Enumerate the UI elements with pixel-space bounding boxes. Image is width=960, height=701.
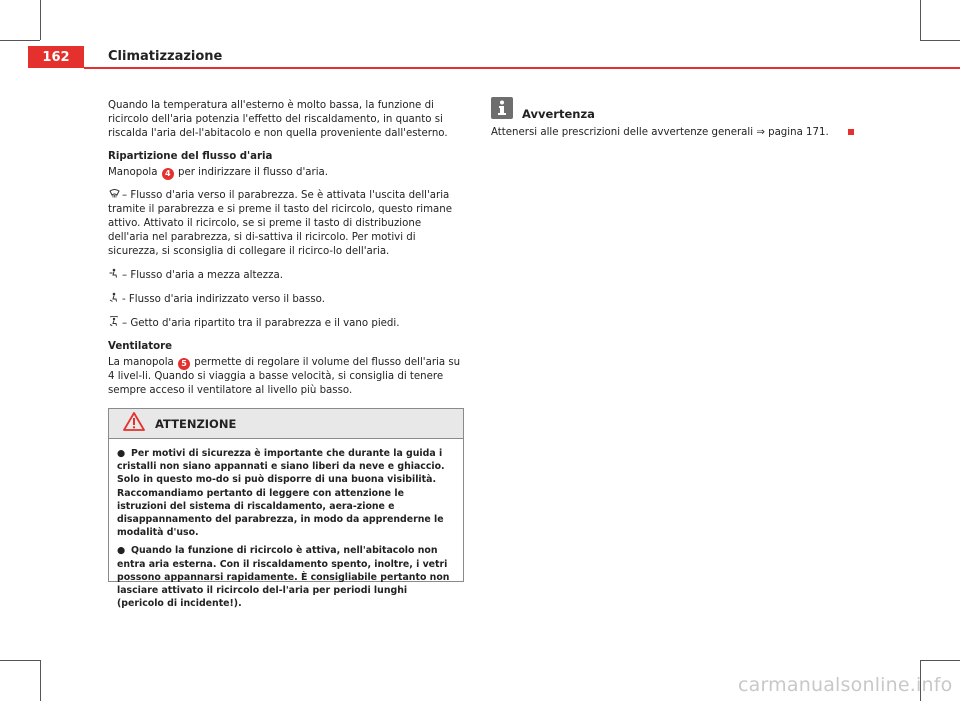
footwell-airflow-icon <box>108 292 120 307</box>
page-title: Climatizzazione <box>108 49 223 64</box>
header-divider <box>84 67 960 69</box>
crop-mark <box>0 40 40 41</box>
knob4-after: per indirizzare il flusso d'aria. <box>178 167 329 178</box>
crop-mark <box>920 660 960 661</box>
split-text: – Getto d'aria ripartito tra il parabrezza e il vano piedi. <box>122 318 400 329</box>
intro-paragraph: Quando la temperatura all'esterno è molto bassa, la funzione di ricircolo dell'aria potenzia l'effetto del riscaldamento, in quanto si riscalda l'aria del-l'abitacolo e non quella proveniente dall'esterno. <box>108 100 448 139</box>
crop-mark <box>40 0 41 40</box>
info-note-icon <box>491 97 513 119</box>
crop-mark <box>920 40 960 41</box>
knob-4-badge: 4 <box>162 168 174 180</box>
warning-item <box>117 447 455 539</box>
mid-text: – Flusso d'aria a mezza altezza. <box>122 270 283 281</box>
distribution-heading: Ripartizione del flusso d'aria <box>108 151 273 162</box>
split-paragraph <box>108 316 464 331</box>
warning-bullet: ● <box>117 448 126 459</box>
warning-box <box>108 408 464 610</box>
warning-bullet: ● <box>117 545 126 557</box>
crop-mark <box>0 660 40 661</box>
warning-title: ATTENZIONE <box>155 416 237 431</box>
warning-triangle-icon <box>123 412 145 435</box>
low-text: - Flusso d'aria indirizzato verso il basso. <box>122 294 325 305</box>
watermark: carmanualsonline.info <box>738 674 953 696</box>
note-text-body[interactable]: Attenersi alle prescrizioni delle avvertenze generali ⇒ pagina 171. <box>491 127 829 138</box>
low-paragraph <box>108 292 464 307</box>
warning-item <box>117 544 455 610</box>
left-column <box>108 99 464 407</box>
mid-paragraph <box>108 268 464 283</box>
knob4-paragraph <box>108 166 464 180</box>
warning-body <box>109 439 463 610</box>
note-title: Avvertenza <box>522 107 595 121</box>
warning-item-text: Quando la funzione di ricircolo è attiva, nell'abitacolo non entra aria esterna. Con il riscaldamento spento, inoltre, i vetri possono appannarsi rapidamente. È consigliabile pertanto non lasciare attivato il ricircolo del-l'aria per periodi lunghi (pericolo di incidente!). <box>117 545 450 610</box>
knob5-before: La manopola <box>108 357 174 368</box>
page-number: 162 <box>28 46 84 68</box>
split-airflow-icon <box>108 316 120 331</box>
note-text[interactable] <box>491 127 829 138</box>
windscreen-airflow-icon <box>108 189 120 203</box>
windscreen-text: – Flusso d'aria verso il parabrezza. Se è attivata l'uscita dell'aria tramite il parabrezza e si preme il tasto del ricircolo, questo rimane attivo. Attivato il ricircolo, se si preme il tasto di distribuzione dell'aria nel parabrezza, si di-sattiva il ricircolo. Per motivi di sicurezza, si sconsiglia di collegare il ricirco-lo dell'aria. <box>108 190 452 257</box>
knob5-paragraph <box>108 356 464 398</box>
warning-item-text: Per motivi di sicurezza è importante che durante la guida i cristalli non siano appannati e siano liberi da neve e ghiaccio. Solo in questo mo-do si può disporre di una buona visibilità. Raccomandiamo pertanto di leggere con attenzione le istruzioni del sistema di riscaldamento, aera-zione e disappannamento del parabrezza, in modo da apprenderne le modalità d'uso. <box>117 448 445 539</box>
warning-header <box>109 409 463 439</box>
windscreen-paragraph <box>108 189 464 259</box>
section-end-marker <box>848 129 854 135</box>
knob5-after: permette di regolare il volume del flusso dell'aria su 4 livel-li. Quando si viaggia a basse velocità, si consiglia di tenere sempre acceso il ventilatore al livello più basso. <box>108 357 461 396</box>
crop-mark <box>40 660 41 701</box>
fan-heading: Ventilatore <box>108 341 173 352</box>
mid-airflow-icon <box>108 268 120 283</box>
knob4-before: Manopola <box>108 167 158 178</box>
knob-5-badge: 5 <box>178 358 190 370</box>
crop-mark <box>920 0 921 40</box>
